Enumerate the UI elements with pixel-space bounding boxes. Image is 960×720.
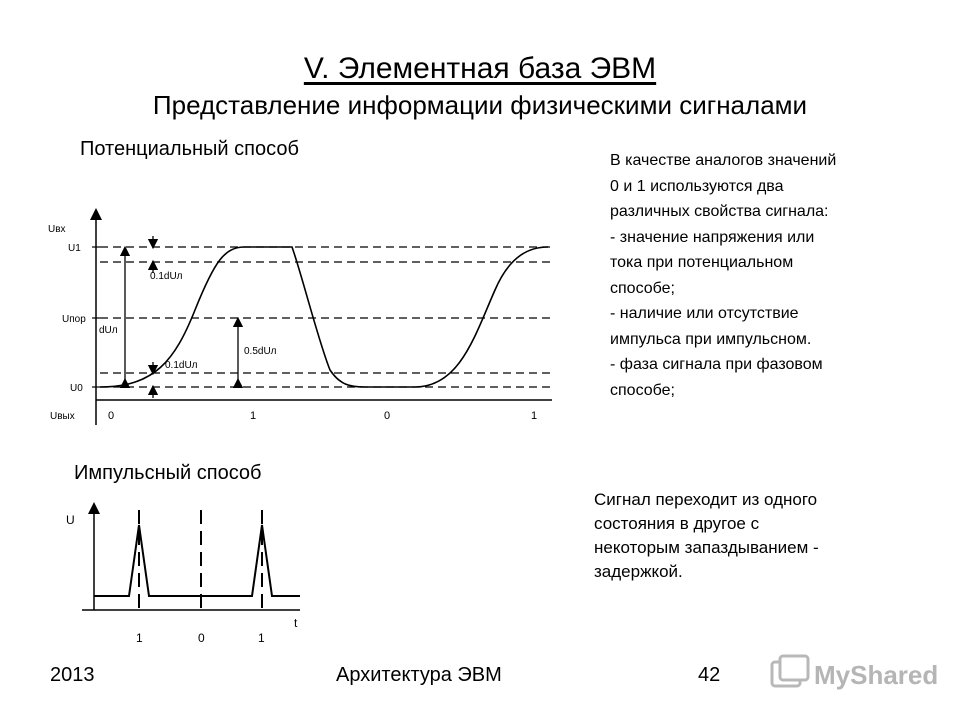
label-u: U [66,513,75,527]
impulse-description [594,488,819,584]
label-t: t [294,616,298,630]
label-u0: U0 [70,383,83,394]
label-tenth-bottom: 0.1dUл [165,360,198,371]
description-line: тока при потенциальном [610,254,794,271]
impulse-signal [94,525,300,596]
description-line: некоторым запаздыванием - [594,538,819,557]
bit-label: 0 [384,410,391,422]
watermark-text: MyShared [814,660,939,690]
description-line: способе; [610,381,675,399]
bit-label: 1 [258,631,265,645]
watermark-icon [772,656,808,686]
footer-page-number: 42 [698,664,721,686]
bit-label: 1 [136,631,143,645]
slide-title: V. Элементная база ЭВМ [303,52,657,85]
potential-dimensions [125,236,238,398]
footer-year: 2013 [50,664,95,686]
description-line: Сигнал переходит из одного [594,490,818,509]
description-line: задержкой. [594,562,683,581]
label-u1: U1 [68,243,81,254]
description-line: состояния в другое с [594,514,760,533]
slide-subtitle: Представление информации физическими сигналами [152,90,808,120]
bit-label: 0 [198,631,205,645]
description-line: 0 и 1 используются два [610,177,784,195]
label-half: 0.5dUл [244,346,277,357]
description-line: В качестве аналогов значений [610,152,837,169]
footer-course: Архитектура ЭВМ [336,664,502,686]
bit-label: 1 [250,410,257,422]
impulse-heading: Импульсный способ [74,462,262,484]
description-line: - значение напряжения или [610,228,815,246]
impulse-markers [139,510,262,613]
label-upor: Uпор [62,314,86,325]
bit-label: 0 [108,410,115,422]
impulse-diagram [66,508,300,645]
watermark-logo [768,652,948,696]
description-line: различных свойства сигнала: [610,203,829,220]
label-uvyh: Uвых [50,411,75,422]
potential-heading: Потенциальный способ [80,138,299,160]
description-line: - наличие или отсутствие [610,305,799,322]
potential-description [610,148,836,403]
bit-label: 1 [531,410,538,422]
description-line: импульса при импульсном. [610,330,812,348]
label-uvh: Uвх [48,224,66,235]
label-tenth-top: 0.1dUл [150,271,183,282]
description-line: способе; [610,279,675,297]
description-line: - фаза сигнала при фазовом [610,356,823,373]
label-dul: dUл [99,325,118,336]
